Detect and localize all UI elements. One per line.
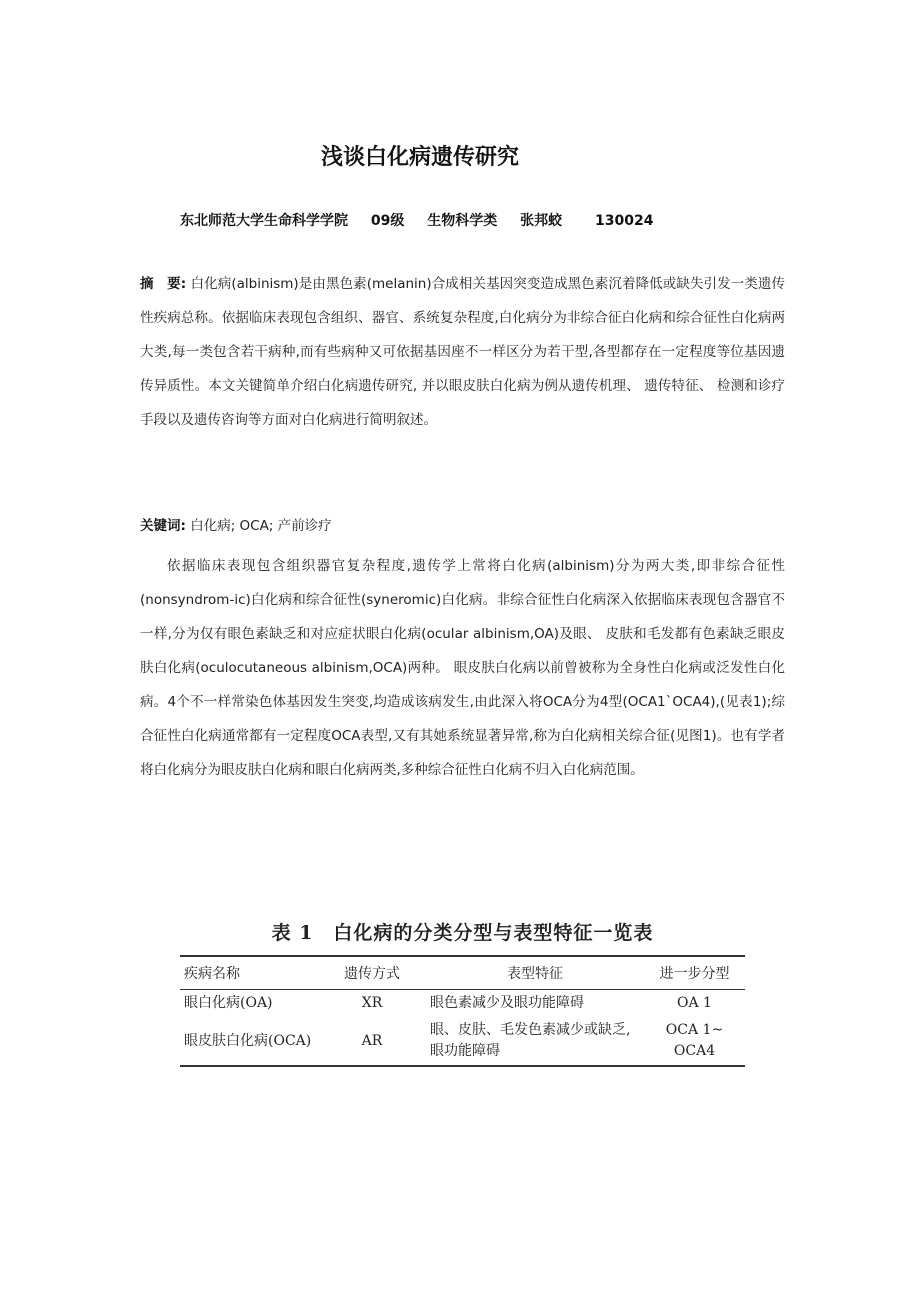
cell-inheritance: XR — [361, 995, 383, 1011]
affiliation-line — [180, 210, 653, 230]
table-row — [180, 1017, 745, 1066]
abstract-label: 摘 要: — [140, 276, 187, 292]
cell-phenotype: 眼色素减少及眼功能障碍 — [430, 995, 584, 1011]
affiliation-grade: 09级 — [370, 213, 405, 229]
classification-table — [180, 918, 745, 1067]
paper-title: 浅谈白化病遗传研究 — [320, 145, 519, 170]
table-header-row — [180, 956, 745, 990]
header-phenotype: 表型特征 — [507, 966, 563, 982]
keywords-label: 关键词: — [140, 518, 186, 534]
cell-disease: 眼皮肤白化病(OCA) — [184, 1032, 312, 1049]
affiliation-school: 东北师范大学生命科学学院 — [180, 213, 348, 229]
abstract — [140, 267, 785, 437]
affiliation-author: 张邦蛟 — [520, 213, 563, 229]
affiliation-postcode: 130024 — [594, 213, 654, 229]
cell-phenotype: 眼、皮肤、毛发色素减少或缺乏,眼功能障碍 — [430, 1022, 631, 1059]
cell-disease: 眼白化病(OA) — [184, 995, 273, 1011]
cell-inheritance: AR — [361, 1032, 383, 1049]
table — [180, 955, 745, 1067]
table-row — [180, 990, 745, 1018]
header-subtype: 进一步分型 — [659, 966, 730, 982]
cell-subtype: OA 1 — [677, 995, 712, 1011]
keywords-text: 白化病; OCA; 产前诊疗 — [190, 518, 332, 534]
keywords — [140, 509, 785, 543]
body-paragraph: 依据临床表现包含组织器官复杂程度,遗传学上常将白化病(albinism)分为两大类,即非综合征性(nonsyndrom-ic)白化病和综合征性(syneromic)白化病。非综合征性白化病深入依据临床表现包含器官不一样,分为仅有眼色素缺乏和对应症状眼白化病(ocular albinism,OA)及眼、 皮肤和毛发都有色素缺乏眼皮肤白化病(oculocutaneous albinism,OCA)两种。 眼皮肤白化病以前曾被称为全身性白化病或泛发性白化病。4个不一样常染色体基因发生突变,均造成该病发生,由此深入将OCA分为4型(OCA1`OCA4),(见表1);综合征性白化病通常都有一定程度OCA表型,又有其她系统显著异常,称为白化病相关综合征(见图1)。也有学者将白化病分为眼皮肤白化病和眼白化病两类,多种综合征性白化病不归入白化病范围。 — [140, 558, 785, 778]
cell-subtype: OCA 1~ OCA4 — [665, 1022, 724, 1059]
affiliation-major: 生物科学类 — [427, 213, 498, 229]
header-disease: 疾病名称 — [184, 966, 240, 982]
header-inheritance: 遗传方式 — [344, 966, 400, 982]
table-caption: 表 1 白化病的分类分型与表型特征一览表 — [271, 922, 654, 944]
abstract-text: 白化病(albinism)是由黑色素(melanin)合成相关基因突变造成黑色素沉着降低或缺失引发一类遗传性疾病总称。依据临床表现包含组织、器官、系统复杂程度,白化病分为非综合征白化病和综合征性白化病两大类,每一类包含若干病种,而有些病种又可依据基因座不一样区分为若干型,各型都存在一定程度等位基因遗传异质性。本文关键简单介绍白化病遗传研究, 并以眼皮肤白化病为例从遗传机理、 遗传特征、 检测和诊疗手段以及遗传咨询等方面对白化病进行简明叙述。 — [140, 276, 785, 428]
